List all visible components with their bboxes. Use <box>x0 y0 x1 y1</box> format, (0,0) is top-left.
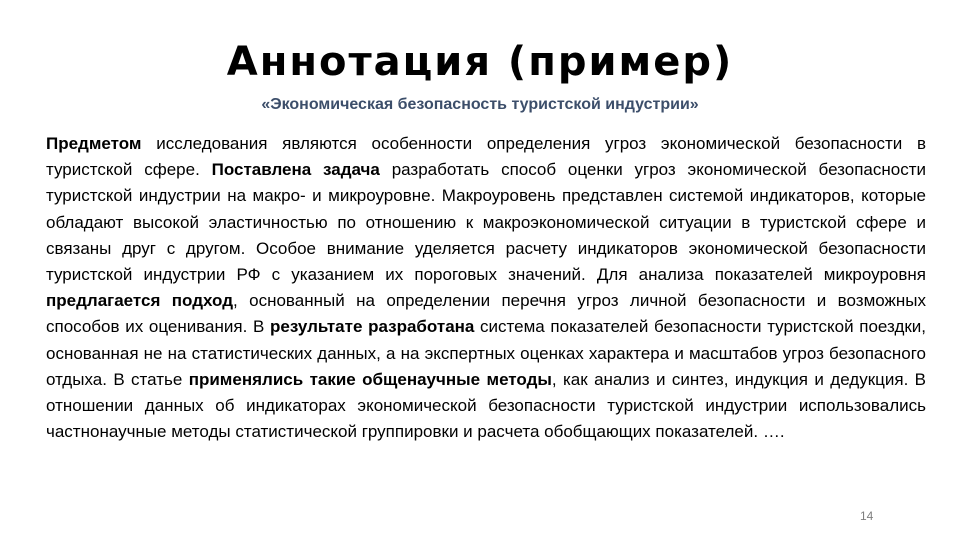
abstract-segment: разработать способ оценки угроз экономической безопасности туристской индустрии на макро- и микроуровне. Макроуровень представлен системой индикаторов, которые обладают высокой эластичностью по отношению к макроэкономической ситуации в туристской сфере и связаны друг с другом. Особое внимание уделяется расчету индикаторов экономической безопасности туристской индустрии РФ с указанием их пороговых значений. Для анализа показателей микроуровня <box>46 160 927 285</box>
abstract-segment: , основанный на определении перечня угроз личной безопасности и возможных способов их оценивания. В <box>46 291 926 337</box>
slide-subtitle: «Экономическая безопасность туристской индустрии» <box>261 96 699 113</box>
abstract-emphasis-subject: Предметом <box>46 134 142 153</box>
slide-title: Аннотация (пример) <box>226 39 734 85</box>
abstract-emphasis-result: результате разработана <box>270 317 475 337</box>
abstract-segment: , как анализ и синтез, индукция и дедукция. В отношении данных об индикаторах экономической безопасности туристской индустрии использовались частнонаучные методы статистической группировки и расчета обобщающих показателей. …. <box>46 369 927 442</box>
abstract-segment: исследования являются особенности определения угроз экономической безопасности в туристской сфере. <box>46 134 926 180</box>
abstract-emphasis-methods: применялись такие общенаучные методы <box>188 369 552 389</box>
abstract-segment: система показателей безопасности туристской поездки, основанная не на статистических данных, а на экспертных оценках характера и масштабов угроз безопасного отдыха. В статье <box>46 317 927 389</box>
page-number: 14 <box>860 509 874 523</box>
abstract-emphasis-task: Поставлена задача <box>211 160 380 180</box>
abstract-emphasis-approach: предлагается подход <box>46 291 233 311</box>
abstract-text <box>46 131 926 445</box>
